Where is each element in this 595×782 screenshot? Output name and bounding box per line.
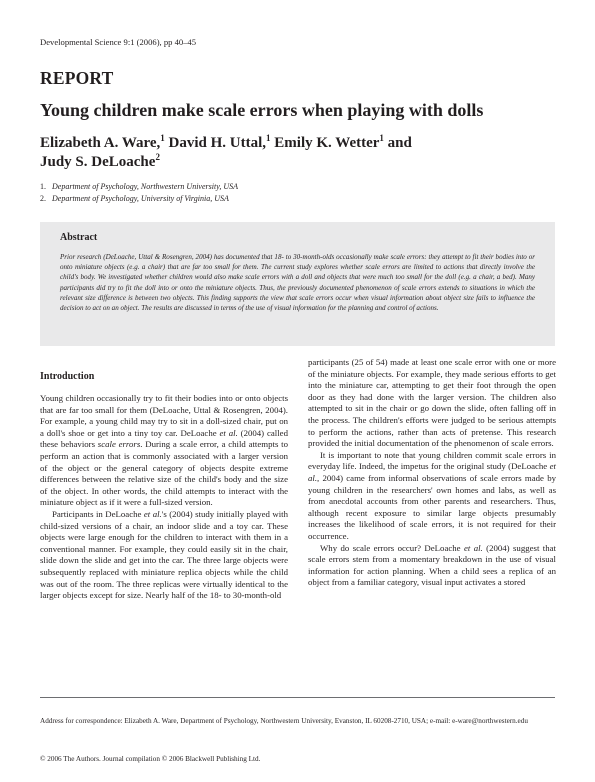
- author-name: Emily K. Wetter: [274, 135, 380, 151]
- body-column-right: [308, 357, 556, 589]
- affiliation-text: Department of Psychology, Northwestern University, USA: [52, 182, 238, 191]
- text-run: . During a scale error, a child attempts to perform an action that is commonly associated with a larger version of the object or the general category of objects despite extreme differences between the relative size of the child's body and the size of the object. In other words, the child attempts to interact with the miniature object as if it were a full-sized version.: [40, 439, 288, 508]
- author-name: Judy S. DeLoache: [40, 154, 156, 170]
- affiliation-marker: 1: [379, 133, 384, 143]
- affiliation-text: Department of Psychology, University of Virginia, USA: [52, 194, 229, 203]
- text-run: Why do scale errors occur? DeLoache: [320, 542, 464, 553]
- text-run: Participants in DeLoache: [52, 508, 144, 519]
- author-list: [40, 134, 412, 172]
- author-name: David H. Uttal,: [168, 135, 267, 151]
- article-type-label: REPORT: [40, 68, 114, 88]
- article-title: Young children make scale errors when playing with dolls: [40, 100, 484, 120]
- abstract-heading: Abstract: [60, 232, 98, 243]
- author-name: Elizabeth A. Ware,: [40, 135, 161, 151]
- author-conjunction: and: [387, 135, 412, 151]
- text-run: Young children occasionally try to fit their bodies into or onto objects that are far too small for them (DeLoache, Uttal & Rosengren, 2004). For example, a young child may try to sit in a doll-sized chair, put on a doll's shoe or get into a tiny toy car. DeLoache: [40, 393, 288, 438]
- text-run: It is important to note that young children commit scale errors in everyday life. Indeed, the impetus for the original study (DeLoache: [308, 449, 556, 472]
- affiliation-marker: 1: [160, 133, 165, 143]
- italic-text-run: et al.: [143, 508, 162, 519]
- body-paragraph: [40, 509, 288, 602]
- affiliation-number: 1.: [40, 182, 46, 191]
- text-run: (2004) called these behaviors: [40, 427, 288, 450]
- italic-text-run: et al.: [219, 427, 238, 438]
- abstract-text: Prior research (DeLoache, Uttal & Rosengren, 2004) has documented that 18- to 30-month-olds occasionally make scale errors: they attempt to fit their bodies into or onto miniature objects (e.g. a chair) that are far too small for them. The current study explores whether scale errors are limited to actions that directly involve the child's body. We investigated whether children would also make scale errors with a doll and objects that were much too small for the doll (e.g. a chair, a bed). Many participants did try to fit the doll into or onto the miniature objects. Thus, the previously documented phenomenon of scale errors extends to situations in which the relevant size difference is between two objects. This finding supports the view that scale errors occur when visual information about object size fails to influence the decision to act on an object. The results are discussed in terms of the use of visual information for the planning and control of actions.: [60, 253, 535, 313]
- affiliation-item: [40, 181, 238, 193]
- affiliation-item: [40, 193, 238, 205]
- text-run: , 2004) came from informal observations of scale errors made by young children in the researchers' own homes and labs, as well as from anecdotal accounts from other parents and researchers. Thus, although recent exposure to similar large objects presumably increases the likelihood of scale errors, it is not required for their occurrence.: [308, 472, 556, 541]
- italic-text-run: scale errors: [97, 439, 141, 450]
- affiliation-list: [40, 181, 238, 205]
- journal-citation: Developmental Science 9:1 (2006), pp 40–45: [40, 37, 197, 47]
- body-column-left: [40, 393, 288, 602]
- body-paragraph: [308, 543, 556, 589]
- footnote-divider: [40, 697, 555, 698]
- affiliation-marker: 1: [266, 133, 271, 143]
- copyright-notice: © 2006 The Authors. Journal compilation © 2006 Blackwell Publishing Ltd.: [40, 755, 261, 763]
- affiliation-marker: 2: [155, 152, 160, 162]
- abstract-box: [40, 222, 555, 346]
- text-run: 's (2004) study initially played with child-sized versions of a chair, an indoor slide and a toy car. These objects were large enough for the children to interact with them in a conventional manner. For example, they could easily sit in the chair, slide down the slide and get into the car. The three large objects were subsequently replaced with miniature replica objects while the child was out of the room. The three replicas were virtually identical to the larger objects except for size. Nearly half of the 18- to 30-month-old: [40, 508, 288, 601]
- section-heading-introduction: Introduction: [40, 371, 95, 382]
- text-run: (2004) suggest that scale errors stem from a momentary breakdown in the use of visual information for action planning. When a child sees a replica of an object from a familiar category, visual input activates a stored: [308, 542, 556, 588]
- italic-text-run: et al.: [463, 542, 483, 553]
- text-run: participants (25 of 54) made at least one scale error with one or more of the miniature objects. For example, they made serious efforts to get into the miniature car, attempting to get their foot through the open door as they had done with the larger version. The children also attempted to sit in the chair or go down the slide, often falling off in the process. The children's efforts were judged to be serious attempts to perform the actions, rather than acts of pretense. This research provided the initial documentation of the phenomenon of scale errors.: [308, 357, 556, 449]
- body-paragraph: [308, 357, 556, 450]
- affiliation-number: 2.: [40, 194, 46, 203]
- body-paragraph: [308, 450, 556, 543]
- italic-text-run: et al.: [308, 461, 556, 483]
- body-paragraph: [40, 393, 288, 509]
- correspondence-note: Address for correspondence: Elizabeth A. Ware, Department of Psychology, Northwestern University, Evanston, IL 60208-2710, USA; e-mail: e-ware@northwestern.edu: [40, 717, 528, 725]
